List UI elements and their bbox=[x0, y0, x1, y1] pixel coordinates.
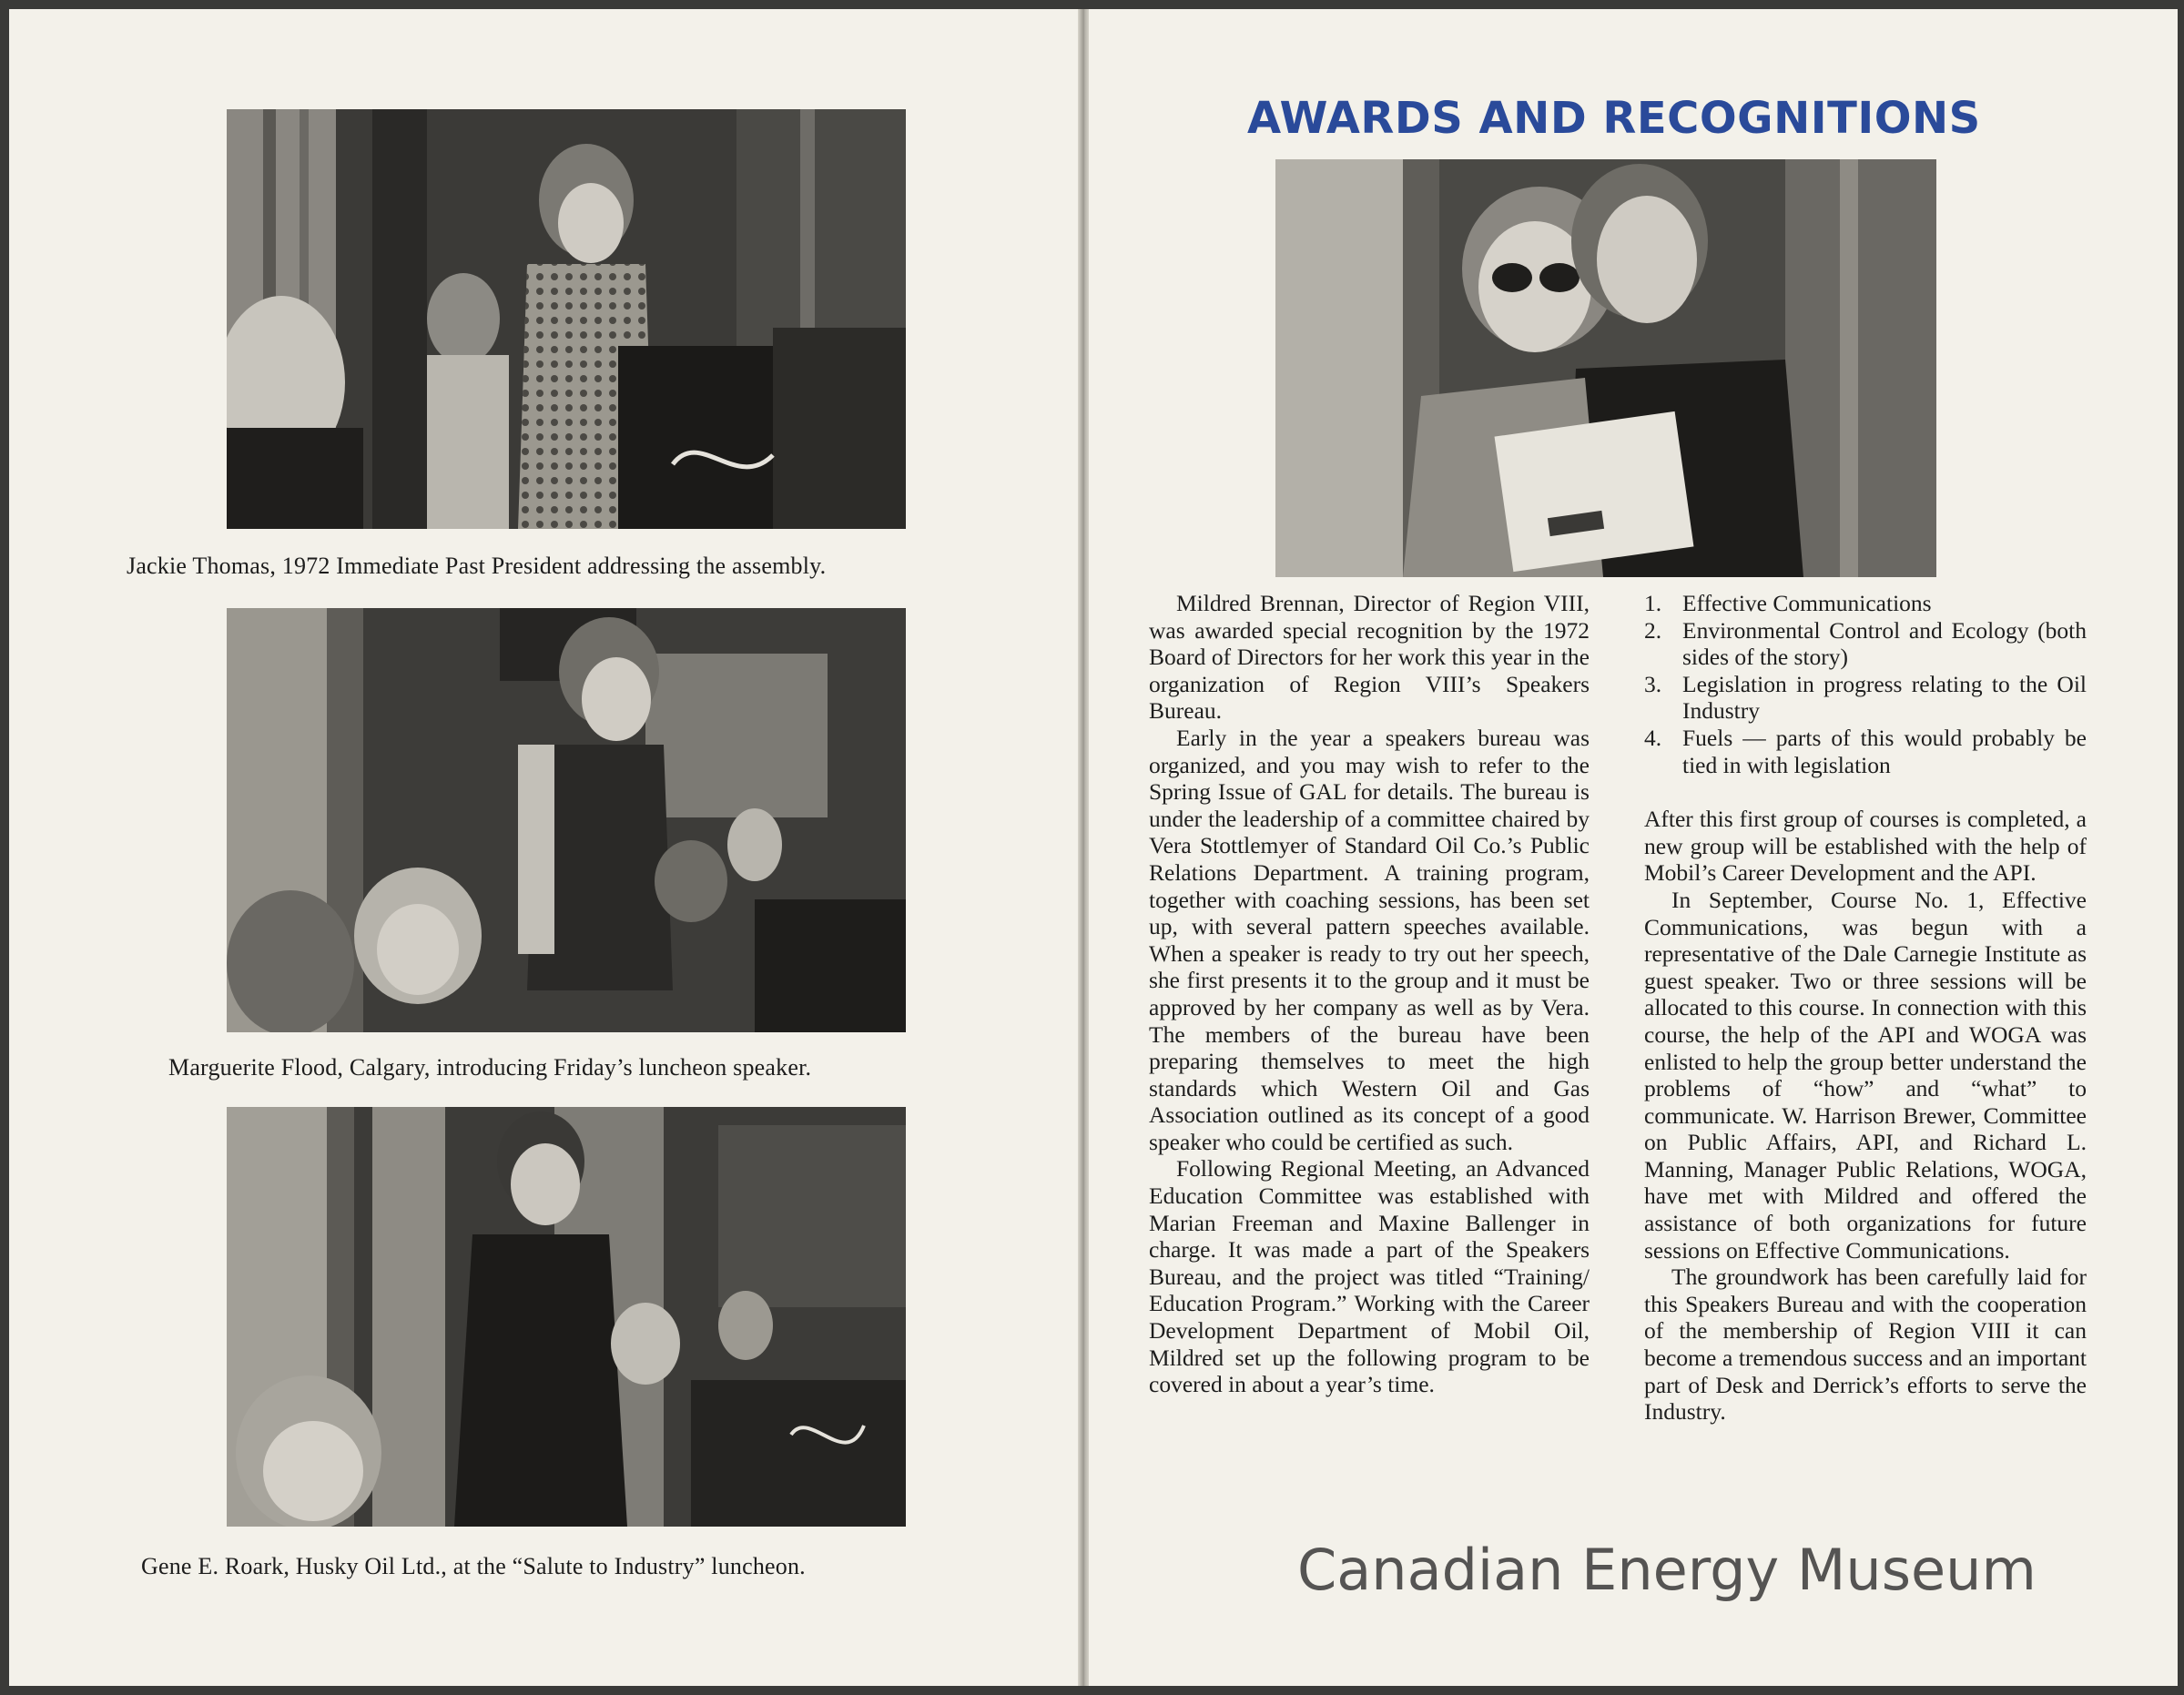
caption-jackie-thomas: Jackie Thomas, 1972 Immediate Past President addressing the assembly. bbox=[127, 553, 827, 579]
list-item: 1. Effective Communications bbox=[1644, 590, 1932, 616]
course-list bbox=[1644, 590, 2087, 778]
article-paragraph: After this first group of courses is completed, a new group will be established with the help of Mobil’s Career Development and the API. bbox=[1644, 806, 2087, 887]
page-heading: AWARDS AND RECOGNITIONS bbox=[1247, 93, 1981, 144]
article-paragraph: In September, Course No. 1, Effective Communications, was begun with a representative of the Dale Carnegie Institute as guest speaker. Two or three sessions will be allocated to this course. In connection with this course, the help of the API and WOGA was enlisted to help the group better understand the problems of “how” and “what” to communicate. W. Harrison Brewer, Committee on Public Affairs, API, and Richard L. Manning, Manager Public Relations, WOGA, have met with Mildred and offered the assistance of both organizations for future sessions on Effective Communications. bbox=[1644, 886, 2087, 1264]
list-item: 2. Environmental Control and Ecology (both sides of the story) bbox=[1644, 616, 2087, 671]
photo-gene-roark-image bbox=[227, 1107, 906, 1527]
photo-marguerite-flood-image bbox=[227, 608, 906, 1032]
list-item: 4. Fuels — parts of this would probably be tied in with legislation bbox=[1644, 724, 2087, 778]
photo-award-presentation-image bbox=[1275, 159, 1936, 577]
caption-marguerite-flood: Marguerite Flood, Calgary, introducing Friday’s luncheon speaker. bbox=[168, 1054, 812, 1081]
watermark: Canadian Energy Museum bbox=[1297, 1537, 2037, 1603]
article-paragraph: Early in the year a speakers bureau was organized, and you may wish to refer to the Spring Issue of GAL for details. The bureau is under the leadership of a committee chaired by Vera Stottlemyer of Standard Oil Co.’s Public Relations Department. A training program, together with coaching sessions, has been set up, with several pattern speeches available. When a speaker is ready to try out her speech, she first presents it to the group and it must be approved by her company as well as by Vera. The members of the bureau have been preparing themselves to meet the high standards which Western Oil and Gas Association outlined as its concept of a good speaker who could be certified as such. bbox=[1149, 724, 1590, 1155]
list-item: 3. Legislation in progress relating to the Oil Industry bbox=[1644, 670, 2087, 725]
article-column-2 bbox=[1644, 590, 2087, 1426]
photo-award-presentation bbox=[1275, 159, 1936, 577]
caption-gene-roark: Gene E. Roark, Husky Oil Ltd., at the “Salute to Industry” luncheon. bbox=[141, 1553, 806, 1579]
photo-speaker-podium-image bbox=[227, 109, 906, 529]
article-paragraph: Following Regional Meeting, an Advanced Education Committee was established with Marian Freeman and Maxine Ballenger in charge. It was made a part of the Speakers Bureau, and the project was titled “Training/ Education Program.” Working with the Career Development Department of Mobil Oil, Mildred set up the following program to be covered in about a year’s time. bbox=[1149, 1155, 1590, 1398]
article-paragraph: The groundwork has been carefully laid for this Speakers Bureau and with the cooperation of the membership of Region VIII it can become a tremendous success and an important part of Desk and Derrick’s efforts to serve the Industry. bbox=[1644, 1264, 2087, 1426]
article-paragraph: Mildred Brennan, Director of Region VIII, was awarded special recognition by the 1972 Board of Directors for her work this year in the organization of Region VIII’s Speakers Bureau. bbox=[1149, 590, 1590, 725]
photo-marguerite-flood bbox=[227, 608, 906, 1032]
photo-speaker-podium bbox=[227, 109, 906, 529]
article-column-1 bbox=[1149, 590, 1590, 1398]
photo-gene-roark bbox=[227, 1107, 906, 1527]
